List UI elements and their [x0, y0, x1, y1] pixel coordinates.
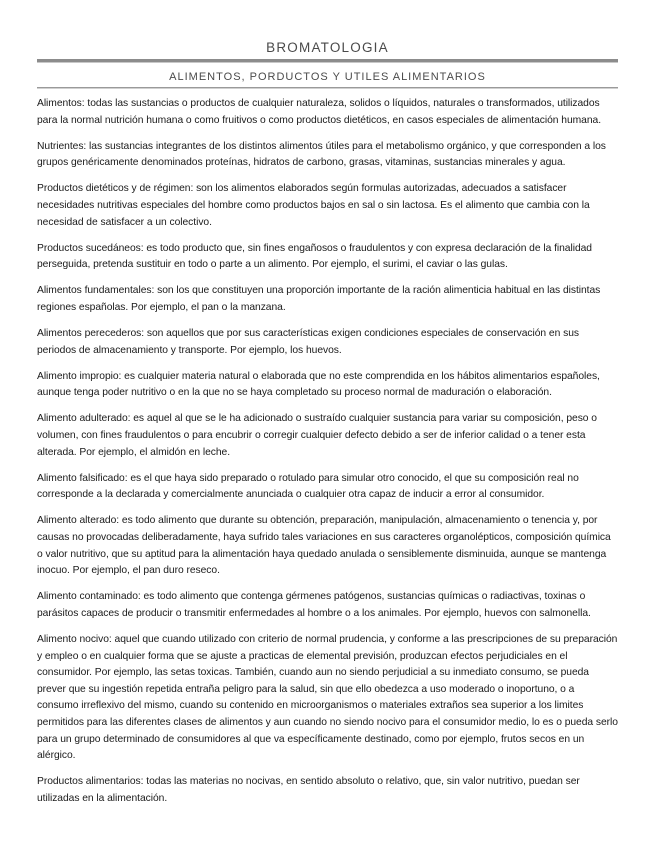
- subtitle-divider: [37, 87, 618, 89]
- paragraph-alimento-contaminado: Alimento contaminado: es todo alimento que contenga gérmenes patógenos, sustancias químicas o radiactivas, toxinas o parásitos capaces de producir o transmitir enfermedades al hombre o a los animales. Por ejemplo, huevos con salmonella.: [37, 591, 591, 619]
- paragraph-alimentos-perecederos: Alimentos perecederos: son aquellos que por sus características exigen condiciones especiales de conservación en sus periodos de almacenamiento y transporte. Por ejemplo, los huevos.: [37, 328, 579, 356]
- title-divider: [37, 59, 618, 63]
- paragraph-alimento-nocivo: Alimento nocivo: aquel que cuando utilizado con criterio de normal prudencia, y conforme a las prescripciones de su preparación y empleo o en cualquier forma que se ajuste a practicas de elemental previsión, produzcan efectos perjudiciales en el consumidor. Por ejemplo, las setas toxicas. También, cuando aun no siendo perjudicial a su inmediato consumo, se pueda prever que su ingestión repetida entraña peligro para la salud, sin que ello obedezca a uso moderado o inoportuno, o a consumo irreflexivo del mismo, cuando su contenido en microorganismos o materiales extraños sea superior a los limites permitidos para las diferentes clases de alimentos y aun cuando no siendo nocivo para el consumidor medio, lo es o pueda serlo para un grupo determinado de consumidores al que va específicamente destinado, como por ejemplo, frutos secos en un alérgico.: [37, 633, 618, 762]
- document-body: [37, 96, 618, 807]
- paragraph-alimento-adulterado: Alimento adulterado: es aquel al que se le ha adicionado o sustraído cualquier sustancia para variar su composición, peso o volumen, con fines fraudulentos o para encubrir o corregir cualquier defecto debido a ser de inferior calidad o a tener esta alterada. Por ejemplo, el almidón en leche.: [37, 413, 597, 458]
- paragraph-productos-dieteticos: Productos dietéticos y de régimen: son los alimentos elaborados según formulas autorizadas, adecuados a satisfacer necesidades nutritivas especiales del hombre como productos bajos en sal o sin lactosa. Es el alimento que cambia con la necesidad de satisfacer a un colectivo.: [37, 183, 590, 228]
- paragraph-nutrientes: Nutrientes: las sustancias integrantes de los distintos alimentos útiles para el metabolismo orgánico, y que corresponden a los grupos genéricamente denominados proteínas, hidratos de carbono, grasas, vitaminas, sustancias minerales y agua.: [37, 140, 606, 169]
- paragraph-productos-alimentarios: Productos alimentarios: todas las materias no nocivas, en sentido absoluto o relativo, que, sin valor nutritivo, puedan ser utilizadas en la alimentación.: [37, 776, 580, 804]
- paragraph-alimento-falsificado: Alimento falsificado: es el que haya sido preparado o rotulado para simular otro conocido, el que su composición real no corresponde a la declarada y comercialmente anunciada o cualquier otra capaz de inducir a error al consumidor.: [37, 472, 579, 501]
- paragraph-alimentos: Alimentos: todas las sustancias o productos de cualquier naturaleza, solidos o líquidos, naturales o transformados, utilizados para la normal nutrición humana o como fruitivos o como productos dietéticos, en casos especiales de alimentación humana.: [37, 98, 602, 126]
- document-subtitle: ALIMENTOS, PORDUCTOS Y UTILES ALIMENTARIOS: [169, 71, 486, 83]
- paragraph-alimento-alterado: Alimento alterado: es todo alimento que durante su obtención, preparación, manipulación, almacenamiento o tenencia y, por causas no provocadas deliberadamente, haya sufrido tales variaciones en sus caracteres organolépticos, composición química o valor nutritivo, que su aptitud para la alimentación haya quedado anulada o sensiblemente disminuida, aunque se mantenga inocuo. Por ejemplo, el pan duro reseco.: [37, 515, 611, 577]
- paragraph-alimentos-fundamentales: Alimentos fundamentales: son los que constituyen una proporción importante de la ración alimenticia habitual en las distintas regiones españolas. Por ejemplo, el pan o la manzana.: [37, 285, 601, 313]
- document-page: [37, 0, 618, 817]
- paragraph-productos-sucedaneos: Productos sucedáneos: es todo producto que, sin fines engañosos o fraudulentos y con expresa declaración de la finalidad perseguida, pretenda sustituir en todo o parte a un alimento. Por ejemplo, el surimi, el caviar o las gulas.: [37, 242, 592, 271]
- document-title: BROMATOLOGIA: [266, 40, 389, 55]
- paragraph-alimento-impropio: Alimento impropio: es cualquier materia natural o elaborada que no este comprendida en los hábitos alimentarios españoles, aunque tenga poder nutritivo o en la que no se haya completado su proceso normal de maduración o elaboración.: [37, 370, 600, 399]
